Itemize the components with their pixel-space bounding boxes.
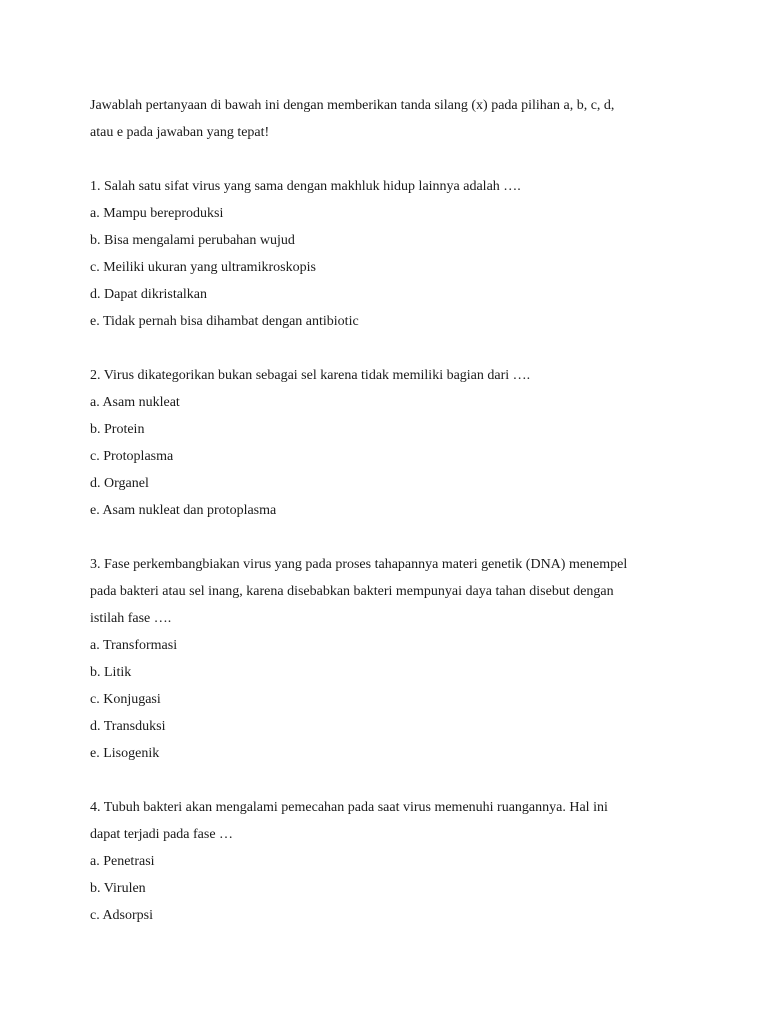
- instruction-paragraph: [90, 92, 730, 146]
- question-3: [90, 551, 730, 767]
- question-text: [90, 551, 730, 632]
- question-line: pada bakteri atau sel inang, karena disebabkan bakteri mempunyai daya tahan disebut dengan: [90, 584, 614, 599]
- option-a: a. Mampu bereproduksi: [90, 206, 224, 221]
- question-line: dapat terjadi pada fase …: [90, 827, 234, 842]
- option-c: c. Adsorpsi: [90, 908, 153, 923]
- instruction-line: atau e pada jawaban yang tepat!: [90, 125, 270, 140]
- question-text: [90, 173, 730, 200]
- question-2: [90, 362, 730, 524]
- question-line: 3. Fase perkembangbiakan virus yang pada proses tahapannya materi genetik (DNA) menempel: [90, 557, 628, 572]
- option-c: c. Konjugasi: [90, 692, 161, 707]
- option-d: d. Transduksi: [90, 719, 166, 734]
- spacer: [90, 767, 730, 794]
- option-d: d. Dapat dikristalkan: [90, 287, 208, 302]
- option-e: e. Lisogenik: [90, 746, 160, 761]
- document-page: [90, 92, 730, 929]
- option-c: c. Protoplasma: [90, 449, 174, 464]
- question-line: 1. Salah satu sifat virus yang sama dengan makhluk hidup lainnya adalah ….: [90, 179, 521, 194]
- question-line: istilah fase ….: [90, 611, 172, 626]
- question-line: 4. Tubuh bakteri akan mengalami pemecahan pada saat virus memenuhi ruangannya. Hal ini: [90, 800, 608, 815]
- option-b: b. Protein: [90, 422, 145, 437]
- option-e: e. Asam nukleat dan protoplasma: [90, 503, 277, 518]
- question-text: [90, 362, 730, 389]
- option-b: b. Litik: [90, 665, 132, 680]
- option-d: d. Organel: [90, 476, 149, 491]
- instruction-line: Jawablah pertanyaan di bawah ini dengan memberikan tanda silang (x) pada pilihan a, b, c, d,: [90, 98, 615, 113]
- spacer: [90, 335, 730, 362]
- question-line: 2. Virus dikategorikan bukan sebagai sel karena tidak memiliki bagian dari ….: [90, 368, 531, 383]
- question-1: [90, 173, 730, 335]
- option-a: a. Penetrasi: [90, 854, 155, 869]
- question-4: [90, 794, 730, 929]
- spacer: [90, 524, 730, 551]
- option-e: e. Tidak pernah bisa dihambat dengan antibiotic: [90, 314, 359, 329]
- question-text: [90, 794, 730, 848]
- option-b: b. Bisa mengalami perubahan wujud: [90, 233, 295, 248]
- option-a: a. Asam nukleat: [90, 395, 180, 410]
- option-a: a. Transformasi: [90, 638, 178, 653]
- option-c: c. Meiliki ukuran yang ultramikroskopis: [90, 260, 316, 275]
- spacer: [90, 146, 730, 173]
- option-b: b. Virulen: [90, 881, 146, 896]
